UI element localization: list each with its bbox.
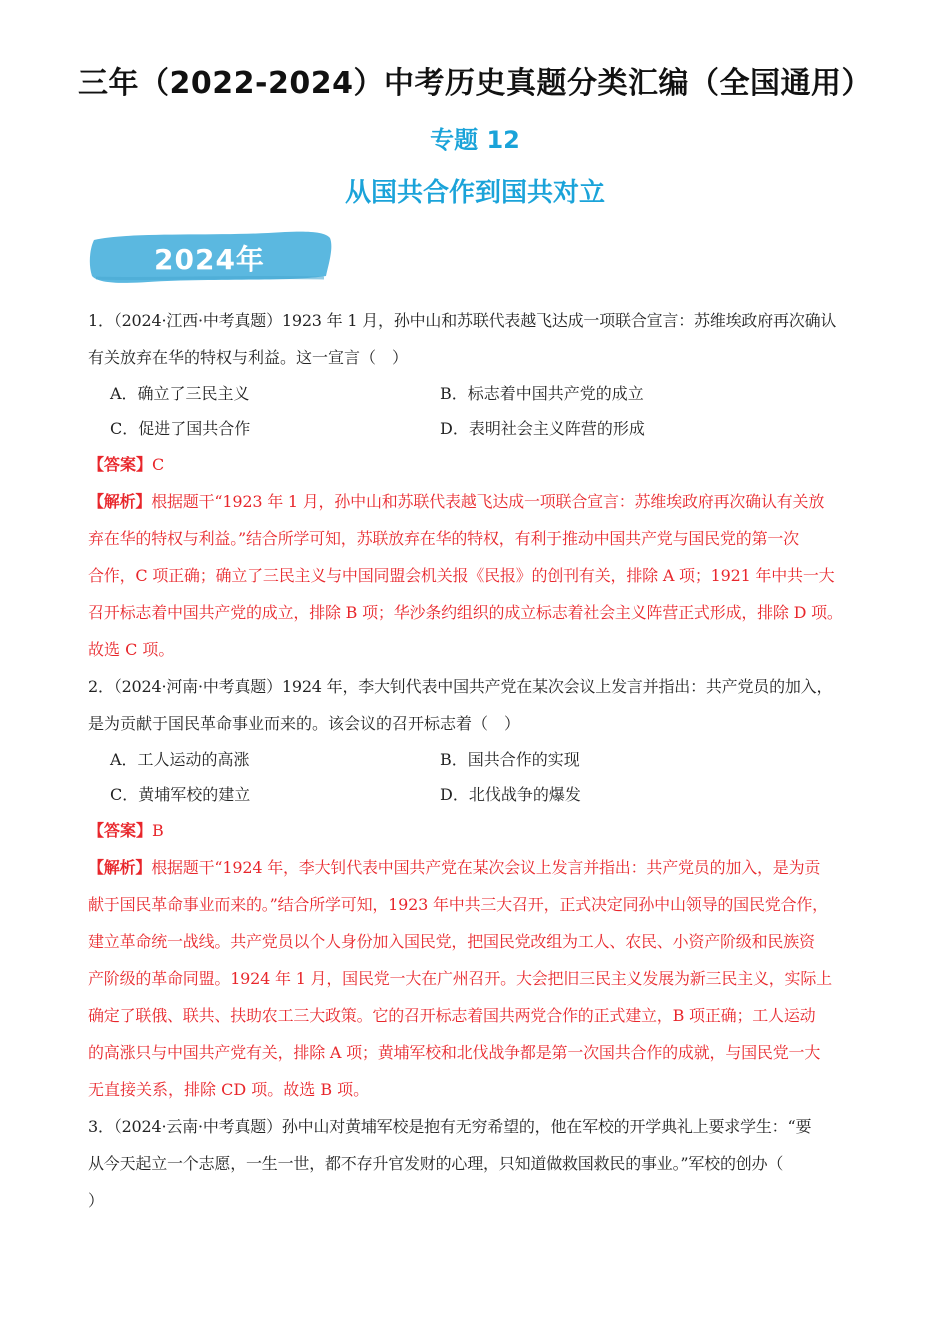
option-b[interactable]: B．标志着中国共产党的成立 (440, 384, 644, 403)
option-row (88, 411, 870, 446)
topic-number: 专题 12 (430, 126, 520, 154)
option-a[interactable]: A．确立了三民主义 (110, 384, 250, 403)
question-2 (88, 668, 870, 1108)
question-1 (88, 302, 870, 668)
analysis-tag: 【解析】 (88, 492, 152, 511)
year-badge-label: 2024年 (154, 243, 265, 276)
answer-line (88, 812, 870, 849)
analysis-line: 确定了联俄、联共、扶助农工三大政策。它的召开标志着国共两党合作的正式建立，B 项正确；工人运动 (88, 1006, 816, 1025)
analysis-line: 合作，C 项正确；确立了三民主义与中国同盟会机关报《民报》的创刊有关，排除 A 项；1921 年中共一大 (88, 566, 835, 585)
analysis-text: 根据题干“1924 年，李大钊代表中国共产党在某次会议上发言并指出：共产党员的加入，是为贡 (151, 858, 821, 877)
question-stem-line: 是为贡献于国民革命事业而来的。该会议的召开标志着（ ） (88, 714, 521, 733)
analysis-line: 献于国民革命事业而来的。”结合所学可知，1923 年中共三大召开，正式决定同孙中山领导的国民党合作， (88, 895, 828, 914)
option-d[interactable]: D．表明社会主义阵营的形成 (440, 419, 645, 438)
question-stem-line: ） (88, 1191, 105, 1210)
analysis-line: 故选 C 项。 (88, 640, 175, 659)
answer-line (88, 446, 870, 483)
topic-name: 从国共合作到国共对立 (344, 178, 605, 208)
year-badge (88, 226, 334, 286)
analysis-line: 建立革命统一战线。共产党员以个人身份加入国民党，把国民党改组为工人、农民、小资产阶级和民族资 (88, 932, 815, 951)
document-title: 三年（2022-2024）中考历史真题分类汇编（全国通用） (78, 66, 872, 101)
analysis-line: 召开标志着中国共产党的成立，排除 B 项；华沙条约组织的成立标志着社会主义阵营正式形成，排除 D 项。 (88, 603, 843, 622)
option-a[interactable]: A．工人运动的高涨 (110, 750, 250, 769)
option-d[interactable]: D．北伐战争的爆发 (440, 785, 581, 804)
question-stem-line: 有关放弃在华的特权与利益。这一宣言（ ） (88, 348, 409, 367)
question-stem-line: 3．（2024·云南·中考真题）孙中山对黄埔军校是抱有无穷希望的，他在军校的开学典礼上要求学生：“要 (88, 1117, 812, 1136)
analysis-text: 根据题干“1923 年 1 月，孙中山和苏联代表越飞达成一项联合宣言：苏维埃政府再次确认有关放 (151, 492, 825, 511)
option-row (88, 376, 870, 411)
analysis-tag: 【解析】 (88, 858, 152, 877)
analysis-line (88, 849, 870, 886)
question-stem-line: 2．（2024·河南·中考真题）1924 年，李大钊代表中国共产党在某次会议上发言并指出：共产党员的加入， (88, 677, 833, 696)
analysis-line: 弃在华的特权与利益。”结合所学可知，苏联放弃在华的特权，有利于推动中国共产党与国民党的第一次 (88, 529, 799, 548)
answer-value: B (152, 821, 164, 840)
answer-tag: 【答案】 (88, 821, 153, 840)
option-c[interactable]: C．黄埔军校的建立 (110, 785, 251, 804)
option-row (88, 777, 870, 812)
analysis-line: 产阶级的革命同盟。1924 年 1 月，国民党一大在广州召开。大会把旧三民主义发展为新三民主义，实际上 (88, 969, 832, 988)
option-c[interactable]: C．促进了国共合作 (110, 419, 251, 438)
question-stem-line: 从今天起立一个志愿，一生一世，都不存升官发财的心理，只知道做救国救民的事业。”军校的创办（ (88, 1154, 784, 1173)
question-3 (88, 1108, 870, 1219)
question-stem-line: 1．（2024·江西·中考真题）1923 年 1 月，孙中山和苏联代表越飞达成一项联合宣言：苏维埃政府再次确认 (88, 311, 837, 330)
analysis-line: 无直接关系，排除 CD 项。故选 B 项。 (88, 1080, 370, 1099)
analysis-line (88, 483, 870, 520)
option-b[interactable]: B．国共合作的实现 (440, 750, 580, 769)
question-list (88, 302, 870, 1219)
answer-value: C (152, 455, 165, 474)
option-row (88, 742, 870, 777)
analysis-line: 的高涨只与中国共产党有关，排除 A 项；黄埔军校和北伐战争都是第一次国共合作的成就，与国民党一大 (88, 1043, 821, 1062)
answer-tag: 【答案】 (88, 455, 153, 474)
